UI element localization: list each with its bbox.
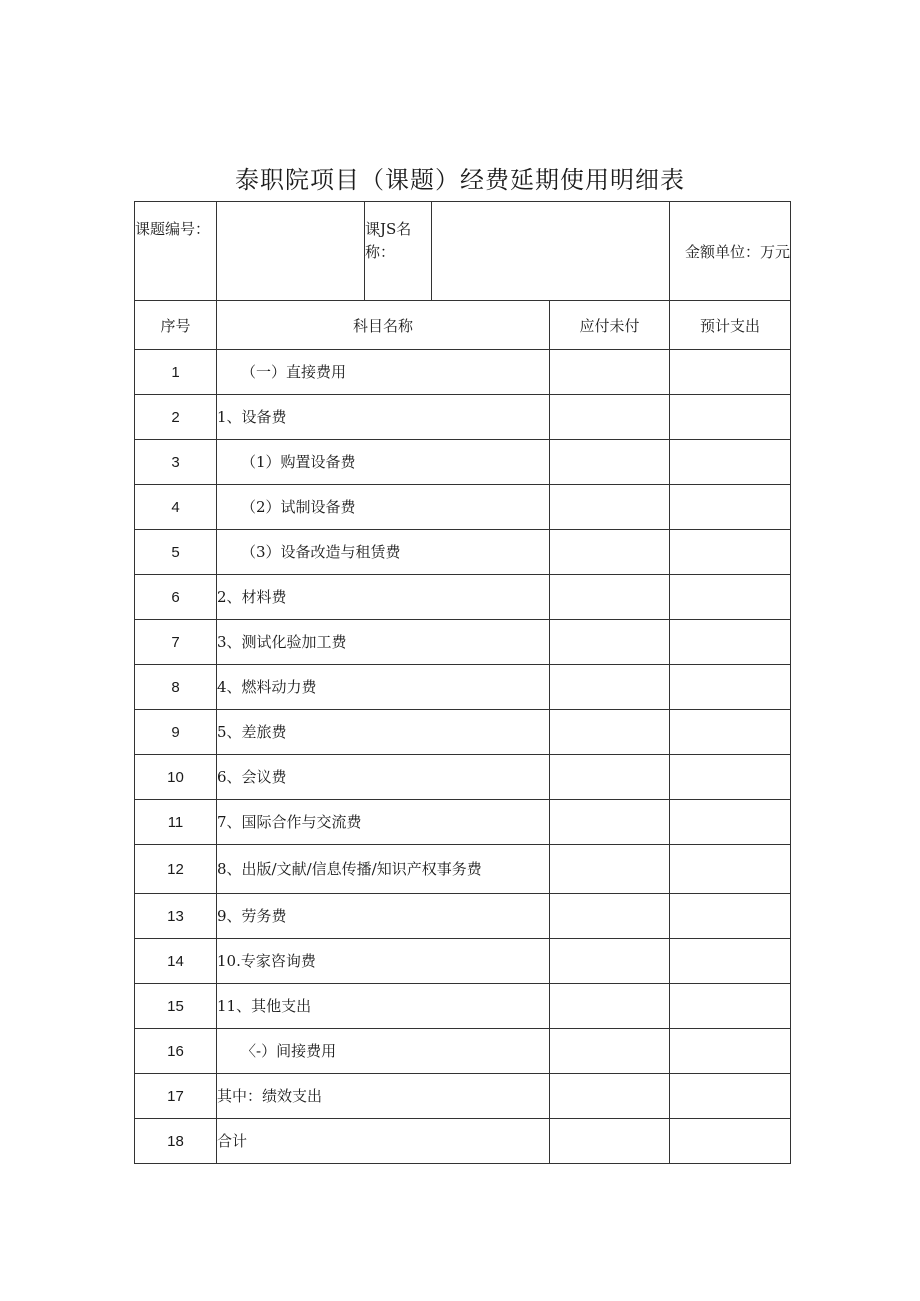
subject-name: 9、劳务费: [217, 894, 550, 939]
table-row: [135, 984, 791, 1029]
table-row: [135, 395, 791, 440]
col-header-expected: 预计支出: [670, 301, 791, 350]
table-row: [135, 1119, 791, 1164]
amount-unit-label: 金额单位：万元: [670, 202, 791, 301]
table-row: [135, 530, 791, 575]
subject-name: 3、测试化验加工费: [217, 620, 550, 665]
payable-cell[interactable]: [550, 485, 670, 530]
expected-cell[interactable]: [670, 755, 791, 800]
row-number: 3: [135, 440, 217, 485]
expected-cell[interactable]: [670, 800, 791, 845]
expected-cell[interactable]: [670, 939, 791, 984]
row-number: 10: [135, 755, 217, 800]
table-row: [135, 1074, 791, 1119]
row-number: 17: [135, 1074, 217, 1119]
row-number: 2: [135, 395, 217, 440]
row-number: 4: [135, 485, 217, 530]
subject-name: 8、出版/文献/信息传播/知识产权事务费: [217, 845, 550, 894]
expected-cell[interactable]: [670, 575, 791, 620]
expense-table: [134, 201, 791, 1164]
subject-name: 4、燃料动力费: [217, 665, 550, 710]
table-row: [135, 440, 791, 485]
expected-cell[interactable]: [670, 1029, 791, 1074]
subject-name: （1）购置设备费: [217, 440, 550, 485]
expected-cell[interactable]: [670, 1074, 791, 1119]
row-number: 13: [135, 894, 217, 939]
payable-cell[interactable]: [550, 1119, 670, 1164]
expected-cell[interactable]: [670, 440, 791, 485]
col-header-subject: 科目名称: [217, 301, 550, 350]
column-header-row: [135, 301, 791, 350]
payable-cell[interactable]: [550, 894, 670, 939]
payable-cell[interactable]: [550, 984, 670, 1029]
payable-cell[interactable]: [550, 755, 670, 800]
payable-cell[interactable]: [550, 939, 670, 984]
row-number: 9: [135, 710, 217, 755]
subject-name: 6、会议费: [217, 755, 550, 800]
payable-cell[interactable]: [550, 710, 670, 755]
subject-name: 合计: [217, 1119, 550, 1164]
payable-cell[interactable]: [550, 575, 670, 620]
row-number: 1: [135, 350, 217, 395]
expected-cell[interactable]: [670, 485, 791, 530]
table-row: [135, 845, 791, 894]
subject-name: 7、国际合作与交流费: [217, 800, 550, 845]
project-name-value[interactable]: [432, 202, 670, 301]
row-number: 18: [135, 1119, 217, 1164]
expected-cell[interactable]: [670, 845, 791, 894]
table-row: [135, 710, 791, 755]
expected-cell[interactable]: [670, 984, 791, 1029]
row-number: 7: [135, 620, 217, 665]
payable-cell[interactable]: [550, 845, 670, 894]
project-info-row: [135, 202, 791, 301]
payable-cell[interactable]: [550, 1029, 670, 1074]
subject-name: 〈-）间接费用: [217, 1029, 550, 1074]
row-number: 12: [135, 845, 217, 894]
project-name-label: 课JS名称：: [365, 202, 432, 301]
expected-cell[interactable]: [670, 395, 791, 440]
page-title: 泰职院项目（课题）经费延期使用明细表: [235, 166, 685, 194]
payable-cell[interactable]: [550, 620, 670, 665]
payable-cell[interactable]: [550, 665, 670, 710]
row-number: 14: [135, 939, 217, 984]
subject-name: （2）试制设备费: [217, 485, 550, 530]
table-row: [135, 665, 791, 710]
col-header-payable: 应付未付: [550, 301, 670, 350]
project-no-label: 课题编号：: [135, 202, 217, 301]
subject-name: 10.专家咨询费: [217, 939, 550, 984]
row-number: 15: [135, 984, 217, 1029]
row-number: 11: [135, 800, 217, 845]
payable-cell[interactable]: [550, 440, 670, 485]
row-number: 16: [135, 1029, 217, 1074]
table-row: [135, 350, 791, 395]
expected-cell[interactable]: [670, 350, 791, 395]
subject-name: 1、设备费: [217, 395, 550, 440]
project-no-value[interactable]: [217, 202, 365, 301]
row-number: 8: [135, 665, 217, 710]
subject-name: （一）直接费用: [217, 350, 550, 395]
table-row: [135, 755, 791, 800]
row-number: 5: [135, 530, 217, 575]
table-row: [135, 485, 791, 530]
expected-cell[interactable]: [670, 620, 791, 665]
payable-cell[interactable]: [550, 530, 670, 575]
subject-name: 2、材料费: [217, 575, 550, 620]
expected-cell[interactable]: [670, 1119, 791, 1164]
col-header-seq: 序号: [135, 301, 217, 350]
expected-cell[interactable]: [670, 530, 791, 575]
table-row: [135, 575, 791, 620]
row-number: 6: [135, 575, 217, 620]
table-row: [135, 620, 791, 665]
payable-cell[interactable]: [550, 350, 670, 395]
expected-cell[interactable]: [670, 710, 791, 755]
expected-cell[interactable]: [670, 665, 791, 710]
subject-name: 11、其他支出: [217, 984, 550, 1029]
payable-cell[interactable]: [550, 800, 670, 845]
payable-cell[interactable]: [550, 1074, 670, 1119]
subject-name: 5、差旅费: [217, 710, 550, 755]
expense-rows: [135, 350, 791, 1164]
table-row: [135, 800, 791, 845]
table-row: [135, 1029, 791, 1074]
table-row: [135, 939, 791, 984]
payable-cell[interactable]: [550, 395, 670, 440]
expected-cell[interactable]: [670, 894, 791, 939]
subject-name: （3）设备改造与租赁费: [217, 530, 550, 575]
subject-name: 其中：绩效支出: [217, 1074, 550, 1119]
table-row: [135, 894, 791, 939]
